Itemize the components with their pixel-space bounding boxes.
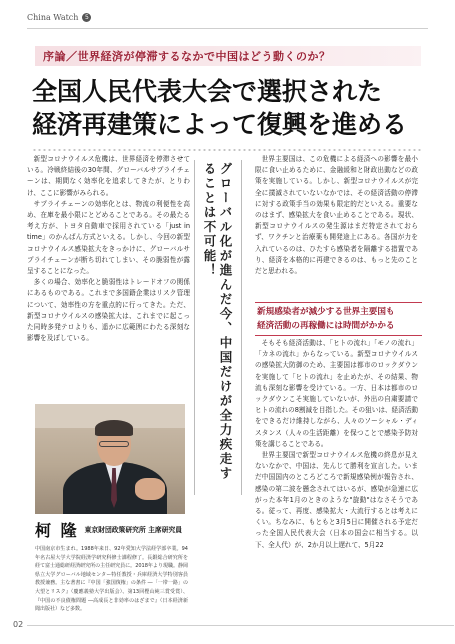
pull-quote-text: グローバル化が進んだ今、中国だけが全力疾走することは不可能！ [202, 162, 233, 481]
author-bio: 中国南京市生まれ。1988年来日、92年愛知大学法経学部卒業。94年名古屋大学大学院経済学研究科修士課程修了。長銀総合研究所を経て富士通総研経済研究所の主任研究員に。2018年より現職。静岡県立大学グローバル地域センター特任教授・兵庫経済大学特別客員教授兼務。主な著書に『中国「強国復権」の条件 ―「一帯一路」の大望とリスク』（慶應義塾大学出版会）、第13回樫山純三賞受賞）、『中国の不良債権問題 ―高成長と非効率のはざまで』（日本経済新聞出版社）など多数。 [35, 546, 188, 613]
author-name: 柯 隆 [35, 520, 79, 540]
paragraph: サプライチェーンの効率化とは、物流の利便性を高め、在庫を最小限にとどめることである。その最たる考え方が、トヨタ自動車で採用されている「just in time」のかんばん方式といえる。しかし、今回の新型コロナウイルス感染拡大をきっかけに、グローバルサプライチェーンが断ち切れてしまい、その脆弱性が露呈することになった。 [27, 199, 190, 276]
paragraph: 世界主要国で新型コロナウイルス危機の終息が見えないなかで、中国は、先んじて勝利を宣言した。いまだ中国国内のところどころで新規感染例が報告され、感染の第二波を懸念されてはいるが、感染が急速に広がった本年1月のときのような"旋動"はなさそうである。従って、再度、感染拡大・大流行するとは考えにくい。ちなみに、もともと3月5日に開催される予定だった全国人民代表大会（日本の国会に相当する。以下、全人代）が、2か月以上遅れて、5月22 [255, 451, 418, 549]
author-photo [35, 404, 185, 514]
section-title: China Watch [27, 12, 79, 22]
column-left [27, 154, 190, 344]
paragraph: 世界主要国は、この危機による経済への影響を最小限に食い止めるために、金融緩和と財政出動などの政策を実施している。しかし、新型コロナウイルスが完全に撲滅されていないなかでは、その経済活動の停滞に対する政策手当の効果も限定的だといえる。重要なのはまず、感染拡大を食い止めることである。現状、新型コロナウイルスの発生源はまだ特定されておらず、ワクチンと治療薬も開発途上にある。各国が力を入れているのは、ひたすら感染者を隔離する措置であり、経済を本格的に再建できるのは、もっと先のことだと思われる。 [255, 155, 418, 276]
column-right-bottom [255, 338, 418, 551]
author-affiliation: 東京財団政策研究所 主席研究員 [84, 526, 183, 534]
headline-line-1: 全国人民代表大会で選択された [32, 77, 383, 106]
headline-line-2: 経済再建策によって復興を進める [32, 110, 408, 139]
paragraph: 新型コロナウイルス危機は、世界経済を停滞させている。冷戦終結後の30年間、グローバルサプライチェーンは、期間なく効率化を追求してきたが、とりわけ、ここに影響がみられる。 [27, 155, 190, 197]
pull-quote [198, 160, 238, 495]
pull-quote-rule-left [194, 160, 195, 495]
issue-number-badge: 5 [82, 13, 91, 22]
subheading [255, 302, 422, 336]
headline [32, 75, 432, 141]
photo-glasses [99, 441, 129, 447]
photo-hand [135, 478, 165, 500]
dotted-divider [32, 148, 423, 152]
paragraph: 多くの場合、効率化と脆弱性はトレードオフの関係にあるものである。これまで多国籍企業はリスク管理について、効率性の方を重点的に行ってきた。ただ、新型コロナウイルスの感染拡大は、これまでに起こった同時多発テロよりも、遥かに広範囲にわたる深刻な影響を及ぼしている。 [27, 278, 190, 343]
section-header [27, 10, 91, 24]
author-line [35, 514, 187, 544]
pull-quote-rule-right [241, 160, 242, 495]
footer-rule [27, 625, 454, 626]
subheading-line-1: 新規感染者が減少する世界主要国も [257, 307, 395, 317]
paragraph: そもそも経済活動は、「ヒトの流れ」「モノの流れ」「カネの流れ」からなっている。新型コロナウイルスの感染拡大防御のため、主要国は都市のロックダウンを実施して「ヒトの流れ」を止めたが、その結果、物流も深刻な影響を受けている。一方、日本は都市のロックダウンこそ実施していないが、外出の自粛要請でヒトの流れの8割減を目指した。その狙いは、経済活動をできるだけ維持しながら、人々のソーシャル・ディスタンス（人々の生活距離）を保つことで感染予防対策を講じることである。 [255, 339, 418, 448]
page-number: 02 [13, 620, 24, 629]
column-right-top [255, 154, 418, 277]
header-rule [27, 28, 428, 29]
kicker-banner: 序論／世界経済が停滞するなかで中国はどう動くのか？ [35, 46, 421, 66]
subheading-line-2: 経済活動の再稼働には時間がかかる [257, 321, 395, 331]
photo-hair [95, 420, 133, 436]
